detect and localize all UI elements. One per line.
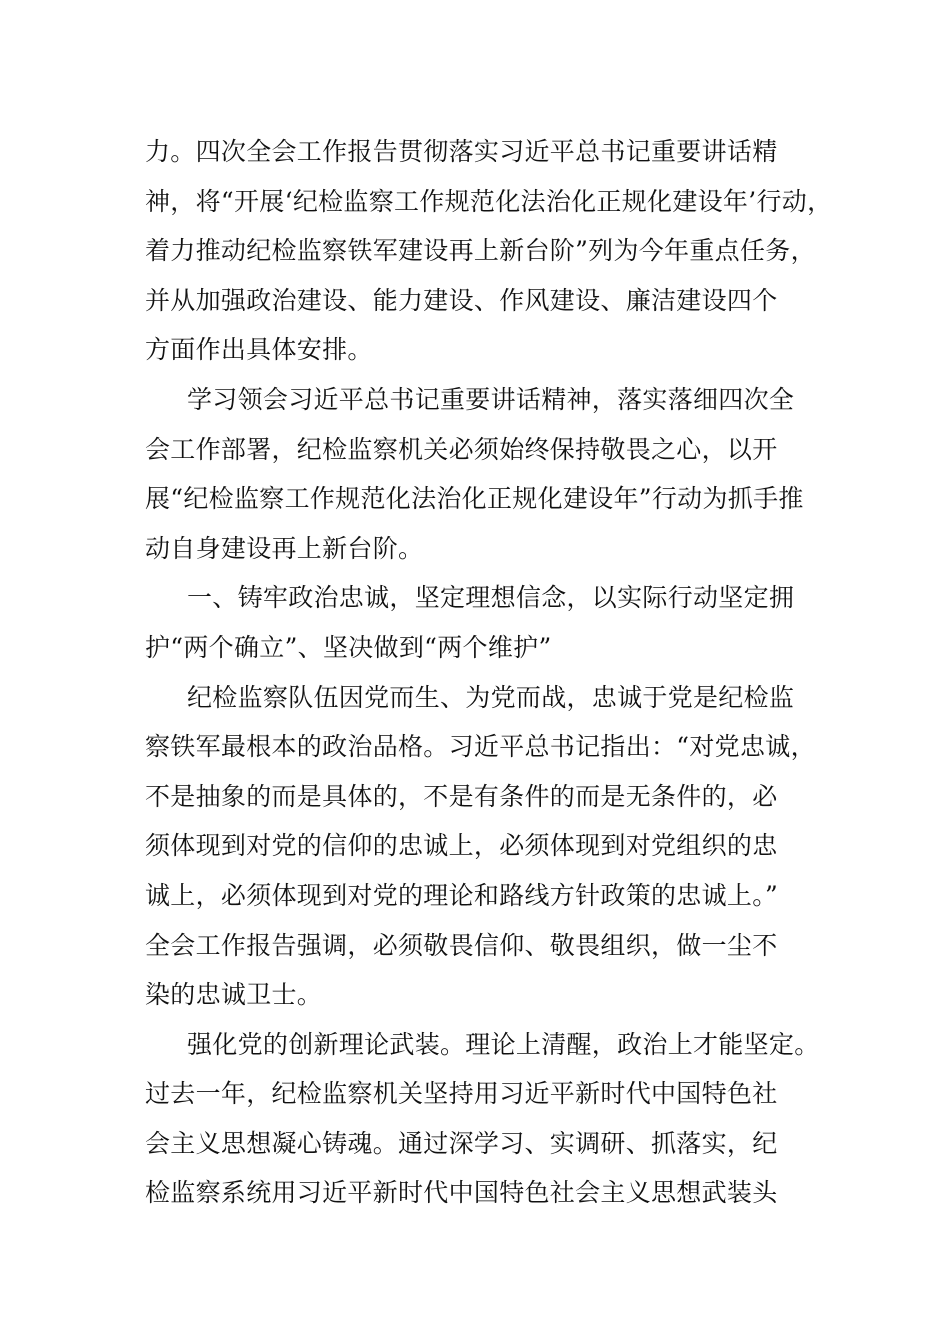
text-line: 检监察系统用习近平新时代中国特色社会主义思想武装头 bbox=[145, 1178, 778, 1208]
paragraph-start-line: 学习领会习近平总书记重要讲话精神，落实落细四次全 bbox=[187, 384, 795, 414]
text-line: 全会工作报告强调，必须敬畏信仰、敬畏组织，做一尘不 bbox=[145, 930, 778, 960]
section-heading-line: 一、铸牢政治忠诚，坚定理想信念，以实际行动坚定拥 bbox=[187, 583, 795, 613]
text-line: 动自身建设再上新台阶。 bbox=[145, 533, 424, 563]
paragraph-start-line: 强化党的创新理论武装。理论上清醒，政治上才能坚定。 bbox=[187, 1029, 820, 1059]
text-line: 着力推动纪检监察铁军建设再上新台阶”列为今年重点任务， bbox=[145, 236, 816, 266]
text-line: 展“纪检监察工作规范化法治化正规化建设年”行动为抓手推 bbox=[145, 484, 804, 514]
text-line: 会工作部署，纪检监察机关必须始终保持敬畏之心，以开 bbox=[145, 434, 778, 464]
text-line: 诚上，必须体现到对党的理论和路线方针政策的忠诚上。” bbox=[145, 880, 779, 910]
paragraph-start-line: 纪检监察队伍因党而生、为党而战，忠诚于党是纪检监 bbox=[187, 682, 795, 712]
text-line: 力。四次全会工作报告贯彻落实习近平总书记重要讲话精 bbox=[145, 137, 778, 166]
text-line: 察铁军最根本的政治品格。习近平总书记指出：“对党忠诚， bbox=[145, 732, 816, 762]
text-line: 须体现到对党的信仰的忠诚上，必须体现到对党组织的忠 bbox=[145, 831, 778, 861]
text-line: 会主义思想凝心铸魂。通过深学习、实调研、抓落实，纪 bbox=[145, 1128, 778, 1158]
section-heading-line: 护“两个确立”、坚决做到“两个维护” bbox=[145, 632, 552, 662]
text-line: 方面作出具体安排。 bbox=[145, 335, 373, 365]
text-line: 染的忠诚卫士。 bbox=[145, 980, 323, 1010]
text-line: 神，将“开展‘纪检监察工作规范化法治化正规化建设年’行动， bbox=[145, 186, 833, 216]
text-line: 并从加强政治建设、能力建设、作风建设、廉洁建设四个 bbox=[145, 285, 778, 315]
text-line: 不是抽象的而是具体的，不是有条件的而是无条件的，必 bbox=[145, 781, 778, 811]
text-line: 过去一年，纪检监察机关坚持用习近平新时代中国特色社 bbox=[145, 1079, 778, 1109]
document-body bbox=[145, 127, 833, 1218]
